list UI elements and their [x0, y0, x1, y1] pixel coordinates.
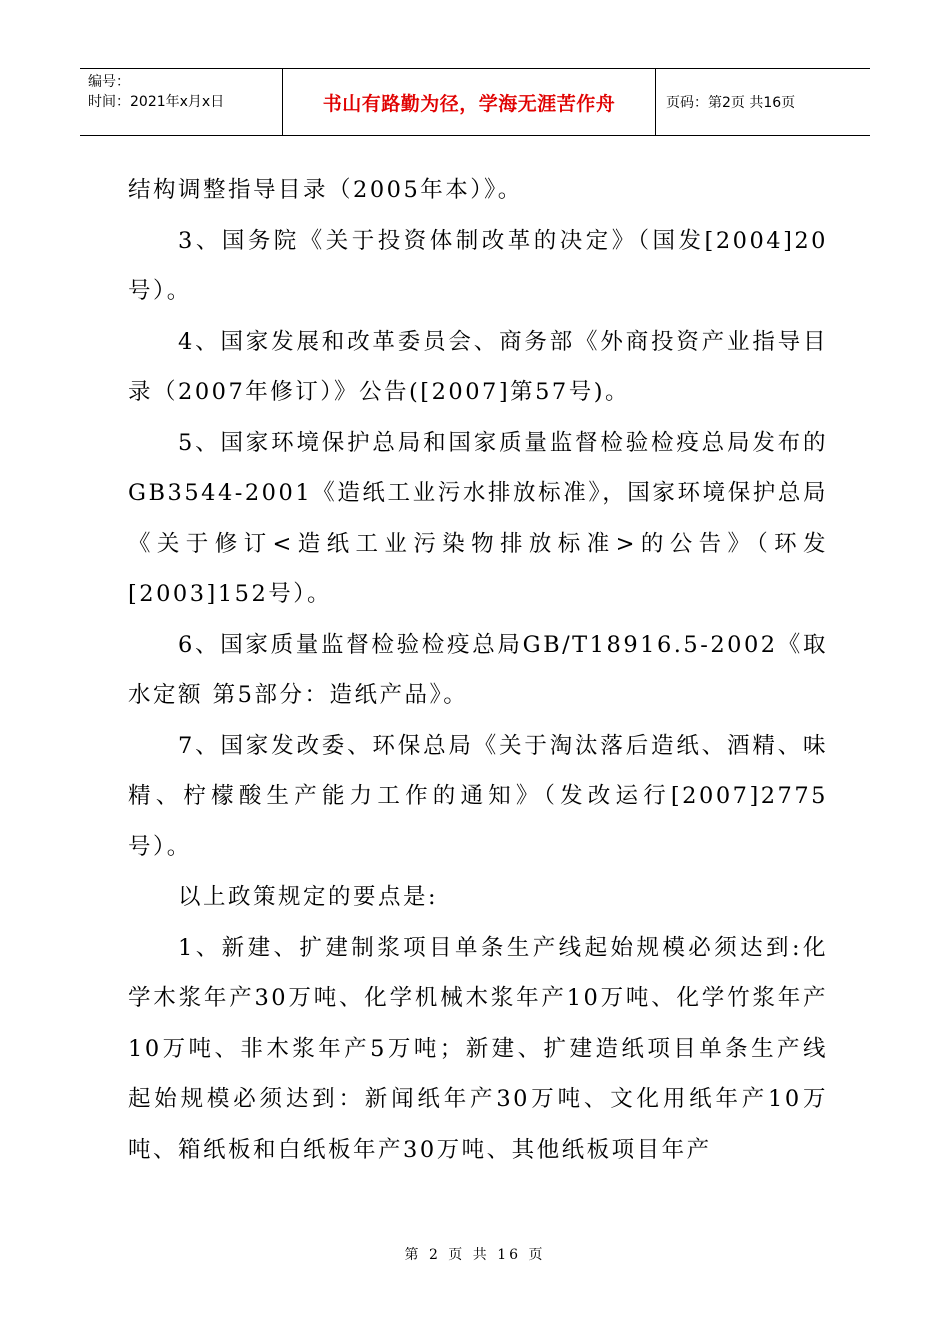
paragraph-item-7: 7、国家发改委、环保总局《关于淘汰落后造纸、酒精、味精、柠檬酸生产能力工作的通知》（发改运行[2007]2775号）。: [128, 732, 828, 860]
paragraph-item-4: 4、国家发展和改革委员会、商务部《外商投资产业指导目录（2007年修订）》公告([2007]第57号)。: [128, 328, 828, 405]
serial-number-label: 编号：: [88, 74, 130, 90]
header-page-info: 页码：第2页 共16页: [666, 95, 796, 111]
paragraph-summary-intro: 以上政策规定的要点是:: [178, 884, 439, 910]
page-footer: 第 2 页 共 16 页: [404, 1247, 546, 1263]
header-meta: [80, 69, 283, 135]
header-motto: 书山有路勤为径，学海无涯苦作舟: [283, 69, 656, 135]
paragraph-item-5: 5、国家环境保护总局和国家质量监督检验检疫总局发布的GB3544-2001《造纸工业污水排放标准》，国家环境保护总局《关于修订<造纸工业污染物排放标准>的公告》（环发[2003]152号）。: [128, 429, 828, 607]
paragraph-continuation: 结构调整指导目录（2005年本）》。: [128, 177, 523, 203]
paragraph-point-1: 1、新建、扩建制浆项目单条生产线起始规模必须达到:化学木浆年产30万吨、化学机械木浆年产10万吨、化学竹浆年产10万吨、非木浆年产5万吨；新建、扩建造纸项目单条生产线起始规模必须达到：新闻纸年产30万吨、文化用纸年产10万吨、箱纸板和白纸板年产30万吨、其他纸板项目年产: [128, 934, 828, 1163]
paragraph-item-3: 3、国务院《关于投资体制改革的决定》（国发[2004]20号）。: [128, 227, 828, 304]
document-body: [128, 165, 828, 1175]
page-header: [80, 68, 870, 136]
paragraph-item-6: 6、国家质量监督检验检疫总局GB/T18916.5-2002《取水定额 第5部分：造纸产品》。: [128, 631, 828, 708]
time-label: 时间：2021年x月x日: [88, 94, 225, 110]
